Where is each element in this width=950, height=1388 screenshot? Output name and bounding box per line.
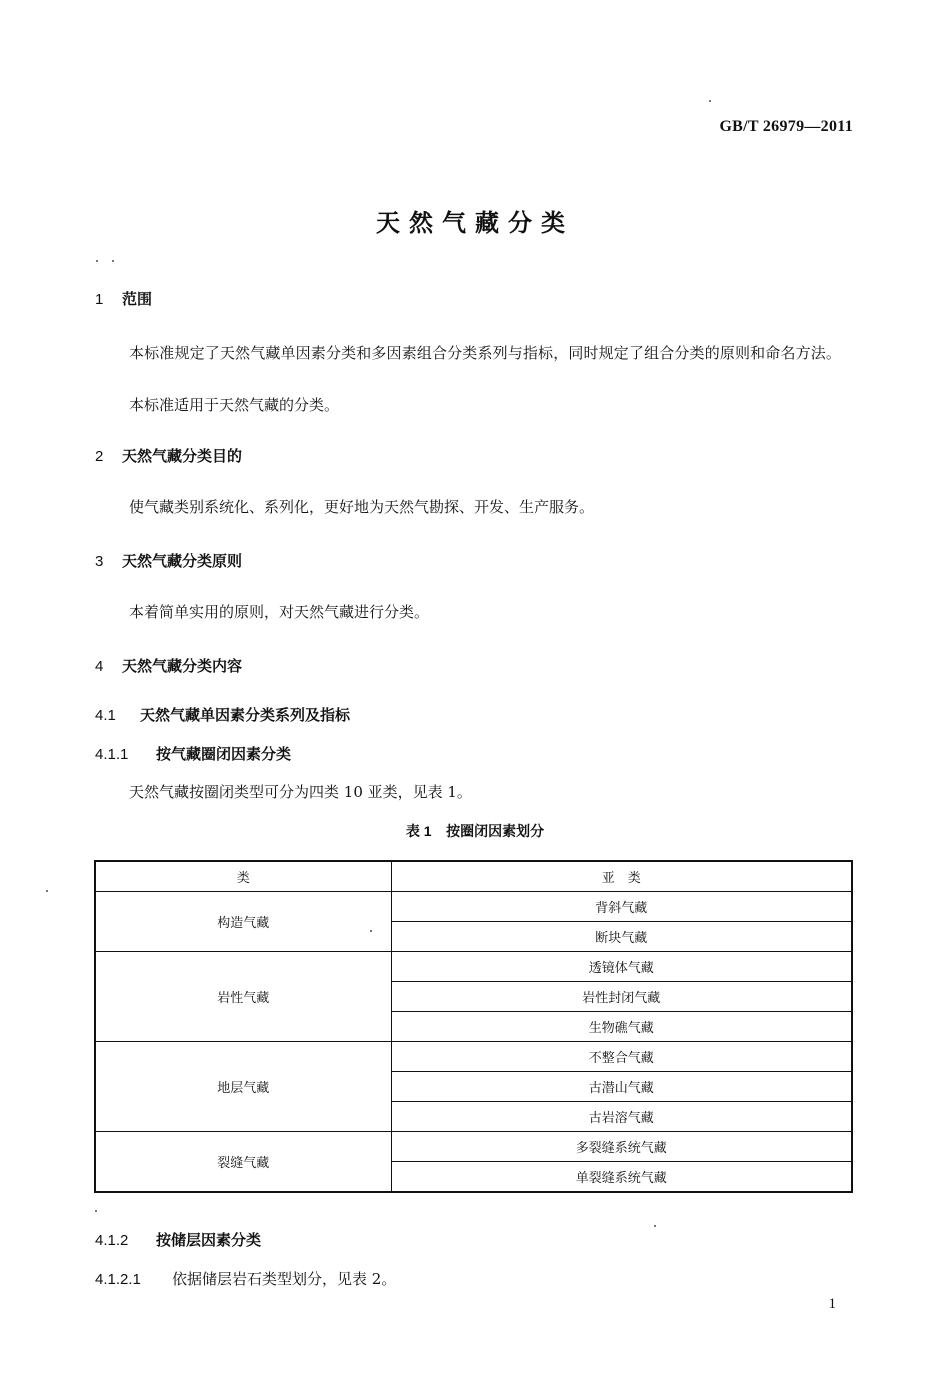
table-row (95, 1132, 852, 1162)
subclass-cell: 单裂缝系统气藏 (391, 1162, 852, 1193)
scan-speck (95, 1210, 97, 1212)
table-row (95, 952, 852, 982)
purpose-paragraph: 使气藏类别系统化、系列化，更好地为天然气勘探、开发、生产服务。 (129, 498, 595, 516)
subclass-cell: 透镜体气藏 (391, 952, 852, 982)
table-caption-number: 表 1 (405, 823, 432, 839)
scan-speck (112, 260, 114, 262)
subclass-cell: 生物礁气藏 (391, 1012, 852, 1042)
class-cell: 构造气藏 (95, 892, 391, 952)
section-1-heading (95, 288, 152, 309)
scan-speck (370, 930, 372, 932)
section-title: 按气藏圈闭因素分类 (156, 745, 292, 763)
subclass-cell: 多裂缝系统气藏 (391, 1132, 852, 1162)
section-title: 范围 (122, 290, 153, 308)
section-title: 天然气藏分类内容 (122, 657, 243, 675)
scope-paragraph-1: 本标准规定了天然气藏单因素分类和多因素组合分类系列与指标，同时规定了组合分类的原则和命名方法。 (129, 344, 842, 362)
section-3-heading (95, 550, 242, 571)
scope-paragraph-2: 本标准适用于天然气藏的分类。 (129, 396, 340, 414)
trap-classification-paragraph: 天然气藏按圈闭类型可分为四类 10 亚类，见表 1。 (129, 783, 472, 801)
trap-classification-table (94, 860, 853, 1193)
section-4-heading (95, 655, 242, 676)
column-header-subclass: 亚 类 (391, 861, 852, 892)
section-number: 3 (95, 553, 104, 570)
section-title: 天然气藏分类目的 (122, 447, 243, 465)
page-number: 1 (828, 1296, 836, 1312)
section-title: 天然气藏单因素分类系列及指标 (140, 706, 351, 724)
class-cell: 裂缝气藏 (95, 1132, 391, 1193)
standard-number: GB/T 26979—2011 (719, 118, 853, 135)
section-2-heading (95, 445, 242, 466)
section-number: 4.1.1 (95, 746, 129, 763)
principle-paragraph: 本着简单实用的原则，对天然气藏进行分类。 (129, 603, 430, 621)
column-header-class: 类 (95, 861, 391, 892)
section-4-1-1-heading (95, 743, 291, 764)
section-4-1-2-heading (95, 1229, 261, 1250)
table-1-caption (0, 821, 950, 841)
subclass-cell: 断块气藏 (391, 922, 852, 952)
scan-speck (709, 100, 711, 102)
document-title: 天然气藏分类 (376, 209, 574, 237)
scan-speck (654, 1225, 656, 1227)
section-number: 4.1.2 (95, 1232, 129, 1249)
subclass-cell: 背斜气藏 (391, 892, 852, 922)
section-number: 4.1.2.1 (95, 1271, 141, 1288)
section-number: 2 (95, 448, 104, 465)
section-number: 4 (95, 658, 104, 675)
table-row (95, 892, 852, 922)
subclass-cell: 古潜山气藏 (391, 1072, 852, 1102)
class-cell: 岩性气藏 (95, 952, 391, 1042)
section-title: 按储层因素分类 (156, 1231, 262, 1249)
section-number: 4.1 (95, 707, 116, 724)
section-4-1-2-1-line (95, 1266, 396, 1293)
section-number: 1 (95, 291, 104, 308)
scan-speck (46, 890, 48, 892)
section-4-1-heading (95, 704, 350, 725)
subclass-cell: 不整合气藏 (391, 1042, 852, 1072)
table-caption-title: 按圈闭因素划分 (446, 824, 545, 840)
subclass-cell: 岩性封闭气藏 (391, 982, 852, 1012)
section-title: 天然气藏分类原则 (122, 552, 243, 570)
class-cell: 地层气藏 (95, 1042, 391, 1132)
subclass-cell: 古岩溶气藏 (391, 1102, 852, 1132)
section-text: 依据储层岩石类型划分，见表 2。 (172, 1270, 397, 1288)
table-row (95, 1042, 852, 1072)
scan-speck (96, 260, 98, 262)
table-header-row (95, 861, 852, 892)
